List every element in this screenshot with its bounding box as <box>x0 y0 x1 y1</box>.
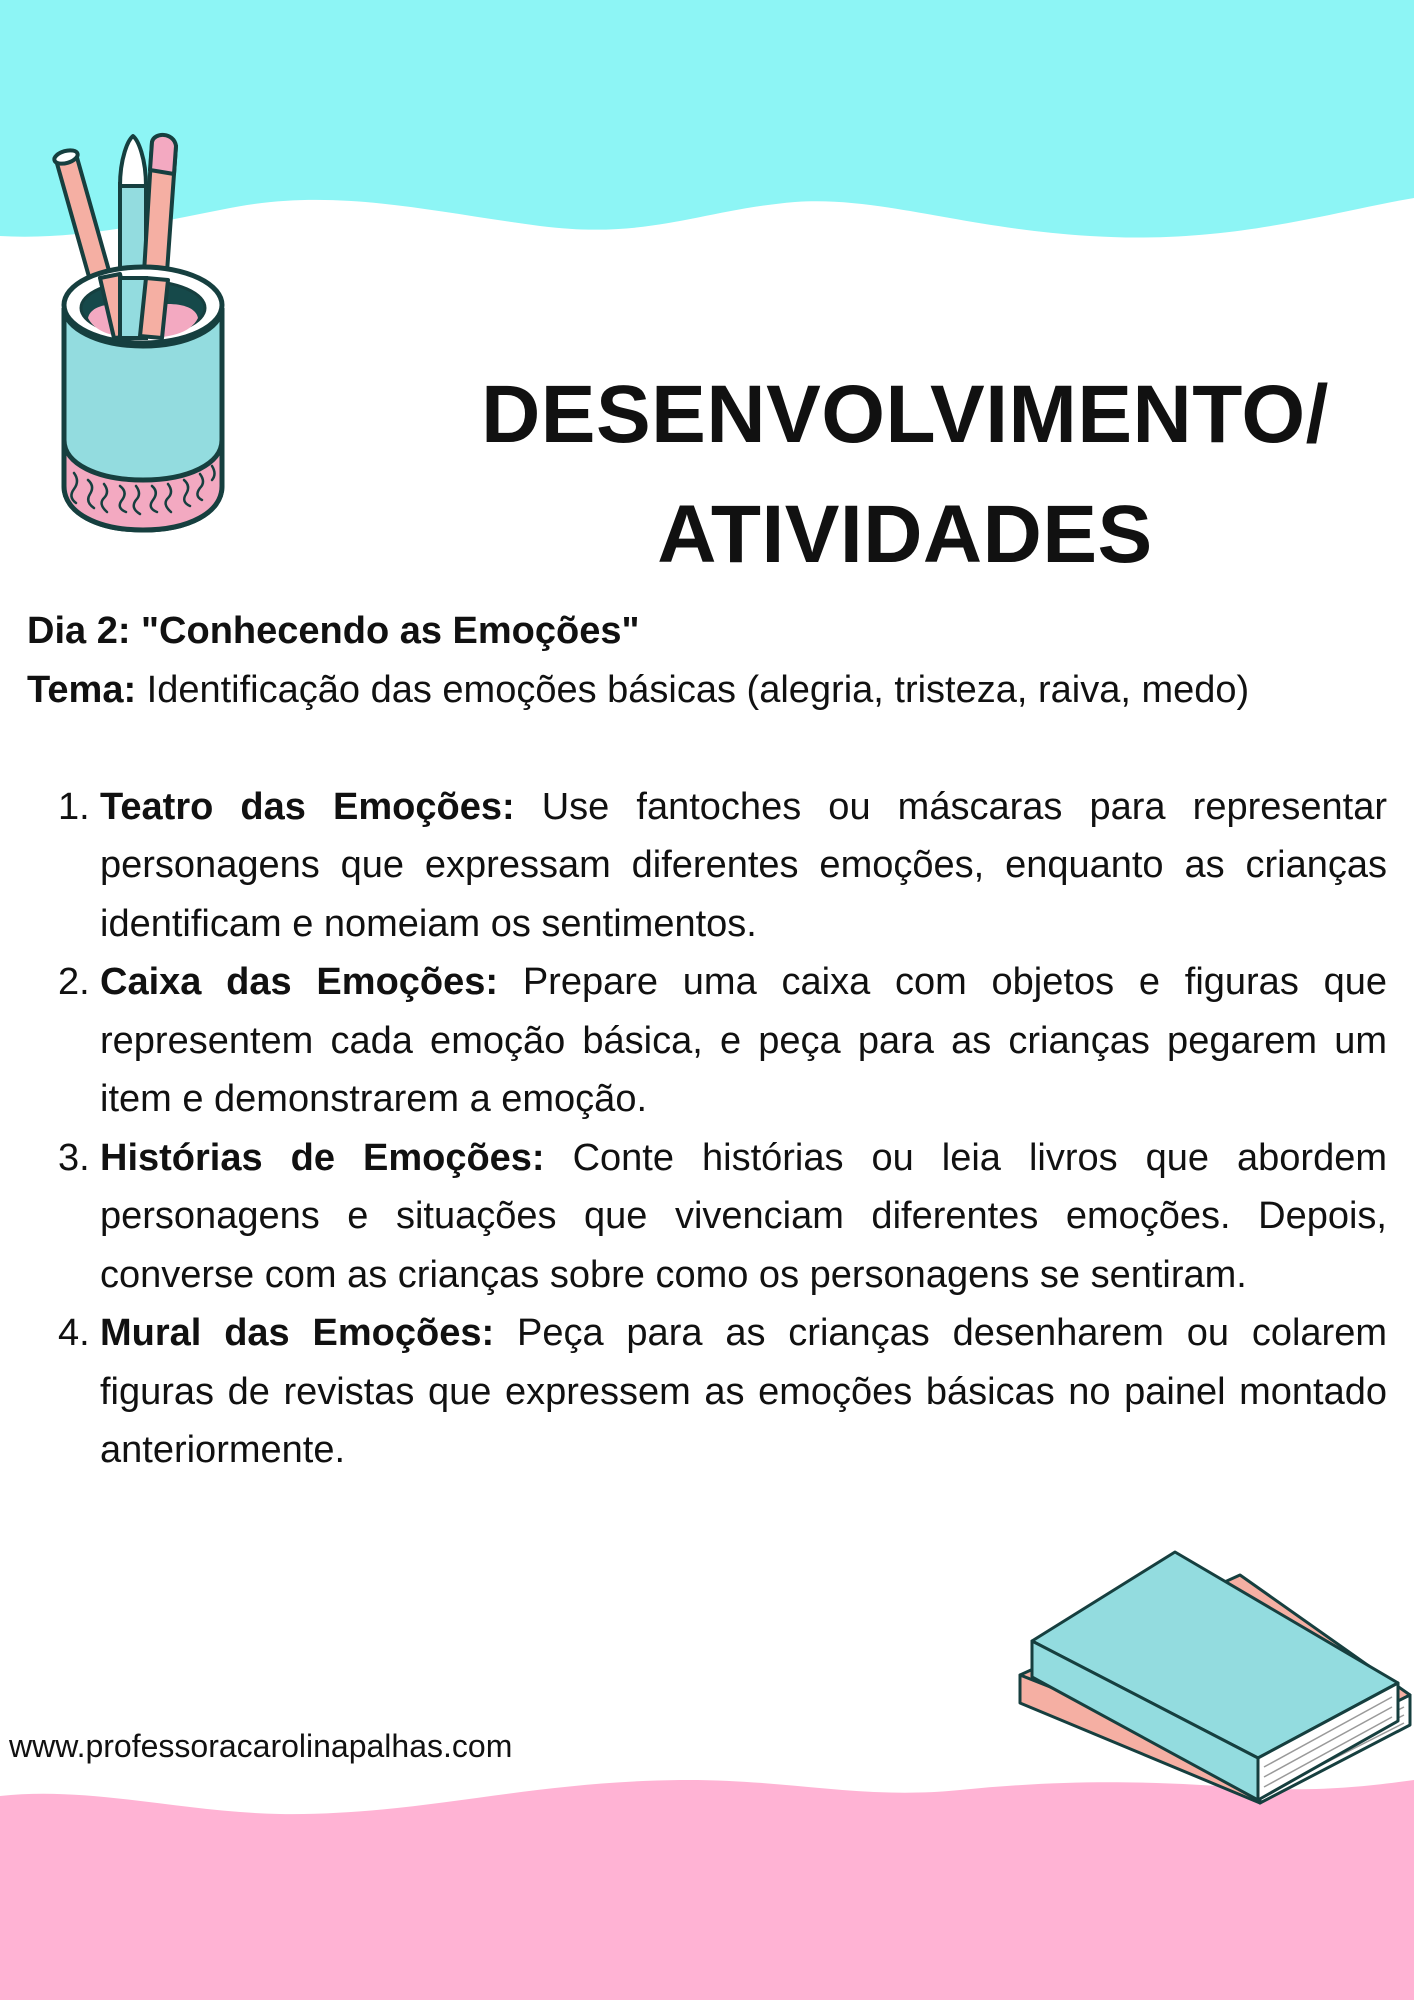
theme-text: Identificação das emoções básicas (alegria, tristeza, raiva, medo) <box>136 668 1250 711</box>
activity-item <box>27 1129 1387 1305</box>
day-title-text: Dia 2: "Conhecendo as Emoções" <box>27 610 640 652</box>
lesson-content <box>27 602 1387 1480</box>
pencil-cup-icon <box>48 128 238 538</box>
activities-list <box>27 778 1387 1480</box>
activity-text: Peça para as crianças desenharem ou colarem figuras de revistas que expressem as emoções básicas no painel montado anteriormente. <box>100 1312 1387 1471</box>
activity-text: Prepare uma caixa com objetos e figuras que representem cada emoção básica, e peça para as crianças pegarem um item e demonstrarem a emoção. <box>100 961 1387 1120</box>
activity-number: 2. <box>58 961 90 1003</box>
spacer <box>27 719 1387 778</box>
activity-number: 3. <box>58 1136 90 1179</box>
activity-text: Use fantoches ou máscaras para representar personagens que expressam diferentes emoções, enquanto as crianças identificam e nomeiam os sentimentos. <box>100 785 1387 945</box>
activity-number: 4. <box>58 1312 90 1354</box>
theme-paragraph <box>27 661 1387 720</box>
website-link[interactable]: www.professoracarolinapalhas.com <box>9 1728 513 1764</box>
activity-item <box>27 778 1387 954</box>
theme-label: Tema: <box>27 668 137 711</box>
day-title <box>27 602 1387 661</box>
activity-title: Histórias de Emoções: <box>100 1136 545 1179</box>
activity-title: Caixa das Emoções: <box>100 961 499 1003</box>
activity-title: Mural das Emoções: <box>100 1312 495 1354</box>
page-title-line2: ATIVIDADES <box>657 489 1153 580</box>
activity-title: Teatro das Emoções: <box>100 785 515 828</box>
cup <box>64 267 222 530</box>
top-book <box>1032 1552 1398 1800</box>
activity-item <box>27 953 1387 1129</box>
books-icon <box>1010 1545 1414 1865</box>
activity-number: 1. <box>58 785 90 828</box>
activity-item <box>27 1304 1387 1480</box>
activity-text: Conte histórias ou leia livros que abordem personagens e situações que vivenciam diferentes emoções. Depois, converse com as crianças sobre como os personagens se sentiram. <box>100 1136 1388 1296</box>
page-title-line1: DESENVOLVIMENTO/ <box>481 369 1329 460</box>
